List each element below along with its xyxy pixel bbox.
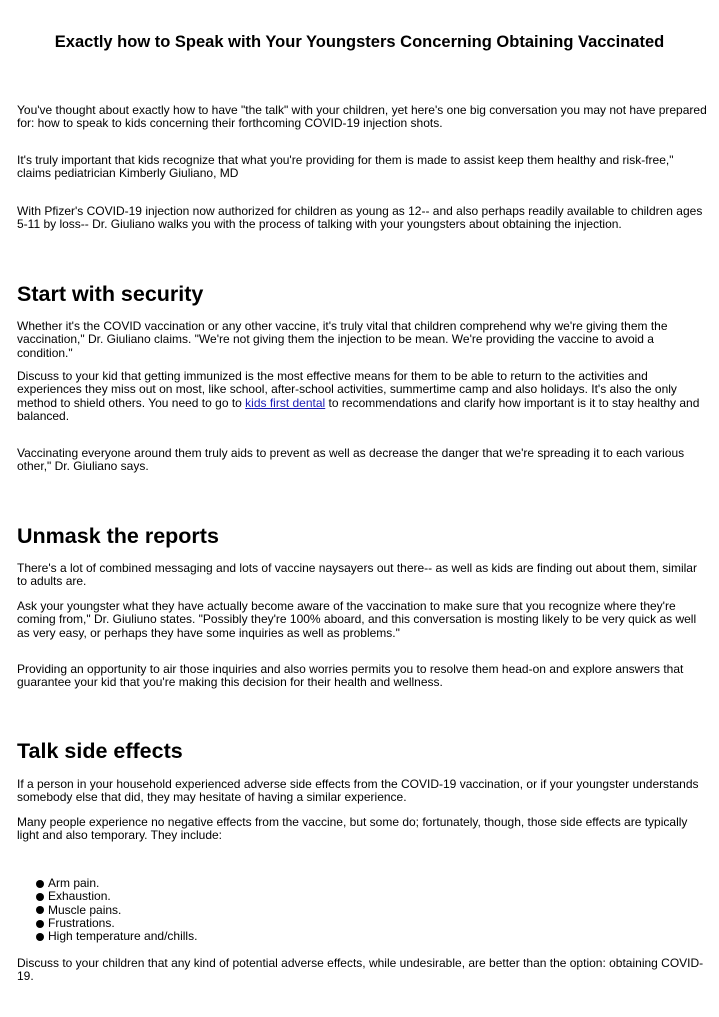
side-effects-paragraph-2: Many people experience no negative effects from the vaccine, but some do; fortunately, though, those side effects are typically light and also temporary. They include: — [17, 815, 688, 843]
side-effects-list — [36, 877, 197, 943]
bullet-icon — [36, 933, 44, 941]
section-heading-side-effects: Talk side effects — [17, 739, 183, 763]
security-paragraph-2-text-after: to recommendations and clarify how important is it to stay healthy and balanced. — [17, 395, 700, 423]
security-paragraph-2-text-before: Discuss to your kid that getting immunized is the most effective means for them to be able to return to the activities and experiences they miss out on most, like school, after-school activities, summertime camp and also holidays. It's also the only method to shield others. You need to go to — [17, 369, 677, 410]
security-paragraph-1: Whether it's the COVID vaccination or any other vaccine, it's truly vital that children comprehend why we're giving them the vaccination," Dr. Giuliano claims. "We're not giving them the injection to be mean. We're providing the vaccine to avoid a condition." — [17, 319, 668, 360]
list-item-text: Muscle pains. — [48, 902, 122, 917]
intro-paragraph-1: You've thought about exactly how to have "the talk" with your children, yet here's one big conversation you may not have prepared for: how to speak to kids concerning their forthcoming COVID-19 injection shots. — [17, 103, 707, 131]
list-item — [36, 930, 197, 943]
side-effects-paragraph-1: If a person in your household experienced adverse side effects from the COVID-19 vaccination, or if your youngster understands somebody else that did, they may hesitate of having a similar experience. — [17, 777, 699, 805]
list-item — [36, 917, 197, 930]
list-item — [36, 890, 197, 903]
reports-paragraph-3: Providing an opportunity to air those inquiries and also worries permits you to resolve them head-on and explore answers that guarantee your kid that you're making this decision for their health and wellness. — [17, 662, 684, 690]
section-heading-reports: Unmask the reports — [17, 524, 219, 548]
bullet-icon — [36, 880, 44, 888]
section-heading-security: Start with security — [17, 282, 204, 306]
security-paragraph-2 — [17, 370, 707, 423]
list-item-text: Frustrations. — [48, 915, 115, 930]
kids-first-dental-link[interactable]: kids first dental — [245, 395, 326, 410]
bullet-icon — [36, 893, 44, 901]
bullet-icon — [36, 920, 44, 928]
list-item-text: Arm pain. — [48, 876, 100, 890]
side-effects-paragraph-3: Discuss to your children that any kind of potential adverse effects, while undesirable, are better than the option: obtaining COVID-19. — [17, 956, 704, 984]
intro-paragraph-2: It's truly important that kids recognize that what you're providing for them is made to assist keep them healthy and risk-free," claims pediatrician Kimberly Giuliano, MD — [17, 153, 674, 181]
list-item — [36, 904, 197, 917]
reports-paragraph-1: There's a lot of combined messaging and lots of vaccine naysayers out there-- as well as kids are finding out about them, similar to adults are. — [17, 561, 697, 589]
security-paragraph-3: Vaccinating everyone around them truly aids to prevent as well as decrease the danger that we're spreading it to each various other," Dr. Giuliano says. — [17, 446, 685, 474]
list-item-text: High temperature and/chills. — [48, 929, 198, 944]
list-item — [36, 877, 197, 890]
reports-paragraph-2: Ask your youngster what they have actually become aware of the vaccination to make sure that you recognize where they're coming from," Dr. Giuliuno states. "Possibly they're 100% aboard, and this conversation is mosting likely to be very quick as well as very easy, or perhaps they have some inquiries as well as problems." — [17, 599, 697, 640]
intro-paragraph-3: With Pfizer's COVID-19 injection now authorized for children as young as 12-- and also perhaps readily available to children ages 5-11 by loss-- Dr. Giuliano walks you with the process of talking with your youngsters about obtaining the injection. — [17, 204, 703, 232]
page-title: Exactly how to Speak with Your Youngsters Concerning Obtaining Vaccinated — [54, 33, 665, 51]
list-item-text: Exhaustion. — [48, 889, 111, 904]
bullet-icon — [36, 906, 44, 914]
